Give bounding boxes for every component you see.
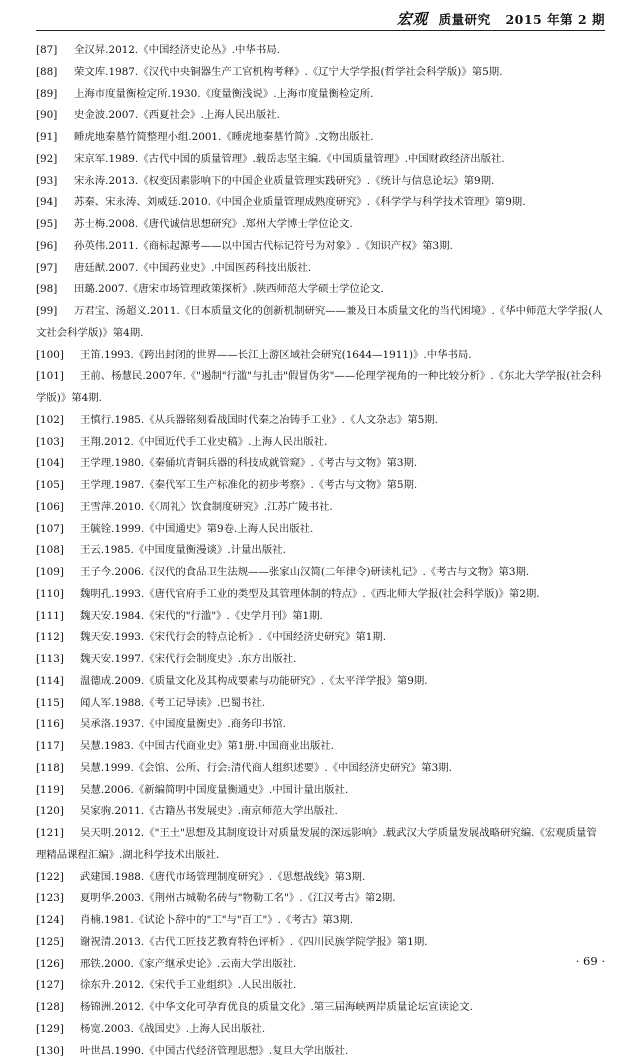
journal-title: 质量研究 bbox=[439, 12, 491, 27]
reference-item bbox=[36, 345, 604, 367]
reference-number: [98] bbox=[36, 279, 74, 301]
reference-item bbox=[36, 801, 604, 823]
reference-number: [119] bbox=[36, 780, 80, 802]
reference-item bbox=[36, 714, 604, 736]
reference-item bbox=[36, 192, 604, 214]
reference-text: 苏秦、宋永涛、刘威廷.2010.《中国企业质量管理成熟度研究》.《科学学与科学技术管理》第9期. bbox=[74, 196, 526, 208]
reference-text: 温德成.2009.《质量文化及其构成要素与功能研究》.《太平洋学报》第9期. bbox=[80, 675, 428, 687]
reference-text: 魏天安.1993.《宋代行会的特点论析》.《中国经济史研究》第1期. bbox=[80, 631, 386, 643]
reference-item bbox=[36, 997, 604, 1019]
journal-brand: 宏观 bbox=[397, 10, 428, 28]
page-number: · 69 · bbox=[576, 954, 605, 968]
reference-item bbox=[36, 758, 604, 780]
reference-item bbox=[36, 867, 604, 889]
reference-item bbox=[36, 540, 604, 562]
reference-text: 王前、杨慧民.2007年.《"遏制"行滥"与扎击"假冒伪劣"——伦理学视角的一种比较分析》.《东北大学学报(社会科学版)》第4期. bbox=[36, 370, 602, 404]
reference-text: 睡虎地秦墓竹简整理小组.2001.《睡虎地秦墓竹简》.文物出版社. bbox=[74, 131, 373, 143]
reference-text: 魏天安.1984.《宋代的"行滥"》.《史学月刊》第1期. bbox=[80, 610, 323, 622]
reference-number: [125] bbox=[36, 932, 80, 954]
reference-text: 王毓铨.1999.《中国通史》第9卷.上海人民出版社. bbox=[80, 523, 313, 535]
reference-item bbox=[36, 127, 604, 149]
reference-number: [90] bbox=[36, 105, 74, 127]
reference-text: 吴家驹.2011.《古籍丛书发展史》.南京师范大学出版社. bbox=[80, 805, 338, 817]
reference-number: [130] bbox=[36, 1041, 80, 1062]
reference-number: [126] bbox=[36, 954, 80, 976]
reference-item bbox=[36, 736, 604, 758]
reference-item bbox=[36, 1041, 604, 1062]
reference-number: [105] bbox=[36, 475, 80, 497]
reference-number: [104] bbox=[36, 453, 80, 475]
reference-text: 孙英伟.2011.《商标起源考——以中国古代标记符号为对象》.《知识产权》第3期. bbox=[74, 240, 453, 252]
reference-text: 杨锦洲.2012.《中华文化可孕育优良的质量文化》.第三届海峡两岸质量论坛宣读论文. bbox=[80, 1001, 473, 1013]
reference-number: [99] bbox=[36, 301, 74, 323]
reference-number: [123] bbox=[36, 888, 80, 910]
reference-item bbox=[36, 888, 604, 910]
reference-item bbox=[36, 105, 604, 127]
reference-number: [129] bbox=[36, 1019, 80, 1041]
reference-number: [112] bbox=[36, 627, 80, 649]
reference-number: [88] bbox=[36, 62, 74, 84]
reference-item bbox=[36, 823, 604, 867]
reference-number: [100] bbox=[36, 345, 80, 367]
reference-number: [87] bbox=[36, 40, 74, 62]
reference-number: [102] bbox=[36, 410, 80, 432]
reference-text: 吴慧.2006.《新编简明中国度量衡通史》.中国计量出版社. bbox=[80, 784, 348, 796]
reference-item bbox=[36, 62, 604, 84]
reference-number: [128] bbox=[36, 997, 80, 1019]
reference-number: [117] bbox=[36, 736, 80, 758]
reference-text: 史金波.2007.《西夏社会》.上海人民出版社. bbox=[74, 109, 280, 121]
reference-item bbox=[36, 562, 604, 584]
reference-number: [96] bbox=[36, 236, 74, 258]
reference-text: 王学理.1980.《秦俑坑青铜兵器的科技成就管窥》.《考古与文物》第3期. bbox=[80, 457, 417, 469]
reference-text: 王云.1985.《中国度量衡漫谈》.计量出版社. bbox=[80, 544, 286, 556]
reference-item bbox=[36, 475, 604, 497]
reference-item bbox=[36, 301, 604, 345]
reference-item bbox=[36, 171, 604, 193]
reference-number: [93] bbox=[36, 171, 74, 193]
reference-text: 唐廷猷.2007.《中国药业史》.中国医药科技出版社. bbox=[74, 262, 311, 274]
reference-number: [121] bbox=[36, 823, 80, 845]
reference-item bbox=[36, 519, 604, 541]
reference-item bbox=[36, 1019, 604, 1041]
reference-number: [110] bbox=[36, 584, 80, 606]
reference-item bbox=[36, 410, 604, 432]
reference-number: [106] bbox=[36, 497, 80, 519]
reference-text: 荣文库.1987.《汉代中央铜器生产工官机构考释》.《辽宁大学学报(哲学社会科学版)》第5期. bbox=[74, 66, 502, 78]
issue-label: 2015 年第 2 期 bbox=[505, 12, 605, 27]
reference-text: 宋永涛.2013.《权变因素影响下的中国企业质量管理实践研究》.《统计与信息论坛》第9期. bbox=[74, 175, 494, 187]
reference-text: 徐东升.2012.《宋代手工业组织》.人民出版社. bbox=[80, 979, 296, 991]
reference-number: [108] bbox=[36, 540, 80, 562]
reference-text: 王学理.1987.《秦代军工生产标准化的初步考察》.《考古与文物》第5期. bbox=[80, 479, 417, 491]
reference-text: 王雪萍.2010.《〈周礼〉饮食制度研究》.江苏广陵书社. bbox=[80, 501, 333, 513]
reference-item bbox=[36, 780, 604, 802]
reference-number: [120] bbox=[36, 801, 80, 823]
reference-item bbox=[36, 149, 604, 171]
reference-item bbox=[36, 910, 604, 932]
reference-text: 杨宽.2003.《战国史》.上海人民出版社. bbox=[80, 1023, 265, 1035]
reference-item bbox=[36, 279, 604, 301]
reference-number: [97] bbox=[36, 258, 74, 280]
reference-item bbox=[36, 954, 604, 976]
reference-text: 吴承洛.1937.《中国度量衡史》.商务印书馆. bbox=[80, 718, 286, 730]
reference-text: 魏天安.1997.《宋代行会制度史》.东方出版社. bbox=[80, 653, 296, 665]
reference-text: 吴慧.1999.《会馆、公所、行会:清代商人组织述要》.《中国经济史研究》第3期. bbox=[80, 762, 452, 774]
reference-item bbox=[36, 932, 604, 954]
reference-text: 万君宝、汤超义.2011.《日本质量文化的创新机制研究——兼及日本质量文化的当代困境》.《华中师范大学学报(人文社会科学版)》第4期. bbox=[36, 305, 603, 339]
reference-item bbox=[36, 671, 604, 693]
reference-number: [127] bbox=[36, 975, 80, 997]
reference-number: [103] bbox=[36, 432, 80, 454]
reference-text: 邢铁.2000.《家产继承史论》.云南大学出版社. bbox=[80, 958, 296, 970]
reference-text: 王翔.2012.《中国近代手工业史稿》.上海人民出版社. bbox=[80, 436, 327, 448]
reference-text: 田璐.2007.《唐宋市场管理政策探析》.陕西师范大学硕士学位论文. bbox=[74, 283, 384, 295]
reference-text: 全汉昇.2012.《中国经济史论丛》.中华书局. bbox=[74, 44, 280, 56]
reference-text: 闻人军.1988.《考工记导读》.巴蜀书社. bbox=[80, 697, 265, 709]
reference-number: [113] bbox=[36, 649, 80, 671]
reference-item bbox=[36, 453, 604, 475]
reference-number: [115] bbox=[36, 693, 80, 715]
reference-item bbox=[36, 606, 604, 628]
reference-number: [95] bbox=[36, 214, 74, 236]
reference-text: 肖楠.1981.《试论卜辞中的"工"与"百工"》.《考古》第3期. bbox=[80, 914, 353, 926]
reference-text: 武建国.1988.《唐代市场管理制度研究》.《思想战线》第3期. bbox=[80, 871, 365, 883]
reference-text: 王慎行.1985.《从兵器铭刻看战国时代秦之冶铸手工业》.《人文杂志》第5期. bbox=[80, 414, 438, 426]
reference-item bbox=[36, 693, 604, 715]
reference-number: [101] bbox=[36, 366, 80, 388]
reference-number: [116] bbox=[36, 714, 80, 736]
reference-item bbox=[36, 258, 604, 280]
reference-text: 王子今.2006.《汉代的食品卫生法规——张家山汉简(二年律令)研读札记》.《考古与文物》第3期. bbox=[80, 566, 529, 578]
reference-number: [109] bbox=[36, 562, 80, 584]
reference-number: [107] bbox=[36, 519, 80, 541]
reference-number: [118] bbox=[36, 758, 80, 780]
reference-number: [124] bbox=[36, 910, 80, 932]
reference-item bbox=[36, 40, 604, 62]
reference-text: 叶世昌.1990.《中国古代经济管理思想》.复旦大学出版社. bbox=[80, 1045, 348, 1057]
reference-text: 苏士梅.2008.《唐代诚信思想研究》.郑州大学博士学位论文. bbox=[74, 218, 353, 230]
reference-item bbox=[36, 214, 604, 236]
reference-number: [89] bbox=[36, 84, 74, 106]
reference-text: 夏明华.2003.《荆州古城勒名砖与"物勒工名"》.《江汉考古》第2期. bbox=[80, 892, 396, 904]
reference-text: 魏明孔.1993.《唐代官府手工业的类型及其管理体制的特点》.《西北师大学报(社会科学版)》第2期. bbox=[80, 588, 540, 600]
reference-item bbox=[36, 84, 604, 106]
reference-number: [94] bbox=[36, 192, 74, 214]
reference-item bbox=[36, 975, 604, 997]
reference-list bbox=[36, 40, 604, 1062]
reference-text: 吴慧.1983.《中国古代商业史》第1册.中国商业出版社. bbox=[80, 740, 334, 752]
reference-number: [91] bbox=[36, 127, 74, 149]
reference-text: 吴天明.2012.《"王土"思想及其制度设计对质量发展的深远影响》.载武汉大学质量发展战略研究编.《宏观质量管理精品课程汇编》.湖北科学技术出版社. bbox=[36, 827, 597, 861]
reference-item bbox=[36, 584, 604, 606]
reference-item bbox=[36, 366, 604, 410]
reference-item bbox=[36, 627, 604, 649]
reference-item bbox=[36, 497, 604, 519]
reference-text: 宋京军.1989.《古代中国的质量管理》.载岳志坚主编.《中国质量管理》.中国财政经济出版社. bbox=[74, 153, 505, 165]
reference-text: 王笛.1993.《跨出封闭的世界——长江上游区域社会研究(1644—1911)》.中华书局. bbox=[80, 349, 472, 361]
reference-item bbox=[36, 432, 604, 454]
running-header bbox=[36, 8, 605, 31]
reference-text: 上海市度量衡检定所.1930.《度量衡浅说》.上海市度量衡检定所. bbox=[74, 88, 373, 100]
reference-number: [114] bbox=[36, 671, 80, 693]
reference-item bbox=[36, 236, 604, 258]
reference-number: [111] bbox=[36, 606, 80, 628]
reference-text: 谢祝清.2013.《古代工匠技艺教育特色评析》.《四川民族学院学报》第1期. bbox=[80, 936, 428, 948]
reference-number: [122] bbox=[36, 867, 80, 889]
reference-item bbox=[36, 649, 604, 671]
reference-number: [92] bbox=[36, 149, 74, 171]
